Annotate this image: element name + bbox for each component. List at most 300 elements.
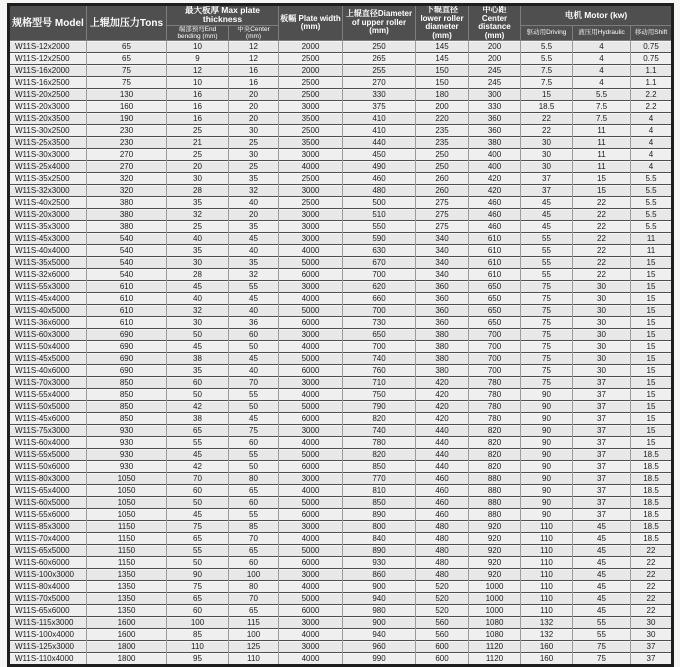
model-cell: W11S-35x3000	[9, 221, 87, 233]
value-cell: 650	[469, 305, 521, 317]
value-cell: 25	[229, 137, 279, 149]
value-cell: 30	[573, 329, 631, 341]
value-cell: 30	[573, 305, 631, 317]
table-row	[9, 245, 673, 257]
value-cell: 5.5	[631, 197, 673, 209]
value-cell: 4000	[279, 629, 343, 641]
value-cell: 11	[573, 161, 631, 173]
value-cell: 6000	[279, 557, 343, 569]
value-cell: 110	[521, 569, 573, 581]
header-motor-shift: 移动用Shift	[631, 25, 673, 40]
value-cell: 30	[521, 149, 573, 161]
value-cell: 260	[416, 185, 469, 197]
value-cell: 560	[416, 629, 469, 641]
table-row	[9, 185, 673, 197]
value-cell: 230	[87, 137, 167, 149]
value-cell: 780	[469, 377, 521, 389]
value-cell: 75	[521, 281, 573, 293]
model-cell: W11S-65x5000	[9, 545, 87, 557]
value-cell: 11	[573, 149, 631, 161]
model-cell: W11S-35x5000	[9, 257, 87, 269]
value-cell: 820	[343, 413, 416, 425]
value-cell: 320	[87, 185, 167, 197]
value-cell: 5000	[279, 257, 343, 269]
value-cell: 6000	[279, 461, 343, 473]
value-cell: 20	[167, 161, 229, 173]
header-lower-roller: 下辊直径 lower roller diameter (mm)	[416, 5, 469, 41]
value-cell: 6000	[279, 269, 343, 281]
value-cell: 50	[167, 389, 229, 401]
value-cell: 60	[229, 557, 279, 569]
value-cell: 690	[87, 353, 167, 365]
header-end-bending: 端部预弯End bending (mm)	[167, 25, 229, 40]
model-cell: W11S-40x6000	[9, 365, 87, 377]
value-cell: 45	[573, 605, 631, 617]
value-cell: 5.5	[521, 41, 573, 53]
value-cell: 75	[521, 293, 573, 305]
value-cell: 115	[229, 617, 279, 629]
value-cell: 15	[631, 365, 673, 377]
value-cell: 275	[416, 209, 469, 221]
value-cell: 145	[416, 41, 469, 53]
value-cell: 3000	[279, 521, 343, 533]
value-cell: 260	[416, 173, 469, 185]
value-cell: 12	[229, 53, 279, 65]
value-cell: 540	[87, 245, 167, 257]
value-cell: 400	[469, 161, 521, 173]
value-cell: 810	[343, 485, 416, 497]
table-row	[9, 221, 673, 233]
value-cell: 15	[631, 269, 673, 281]
value-cell: 420	[416, 413, 469, 425]
value-cell: 90	[521, 461, 573, 473]
value-cell: 40	[229, 197, 279, 209]
value-cell: 270	[87, 149, 167, 161]
value-cell: 4	[631, 137, 673, 149]
value-cell: 11	[631, 233, 673, 245]
value-cell: 500	[343, 197, 416, 209]
table-row	[9, 425, 673, 437]
value-cell: 30	[521, 161, 573, 173]
value-cell: 340	[416, 269, 469, 281]
value-cell: 850	[87, 389, 167, 401]
value-cell: 100	[229, 569, 279, 581]
table-row	[9, 329, 673, 341]
value-cell: 320	[87, 173, 167, 185]
model-cell: W11S-35x2500	[9, 173, 87, 185]
value-cell: 1150	[87, 533, 167, 545]
model-cell: W11S-75x3000	[9, 425, 87, 437]
value-cell: 380	[87, 209, 167, 221]
value-cell: 1800	[87, 641, 167, 653]
value-cell: 3000	[279, 221, 343, 233]
value-cell: 70	[229, 593, 279, 605]
model-cell: W11S-70x5000	[9, 593, 87, 605]
value-cell: 22	[573, 209, 631, 221]
value-cell: 700	[343, 305, 416, 317]
value-cell: 15	[573, 185, 631, 197]
value-cell: 4000	[279, 533, 343, 545]
value-cell: 16	[229, 65, 279, 77]
value-cell: 780	[343, 437, 416, 449]
value-cell: 1350	[87, 605, 167, 617]
value-cell: 15	[631, 413, 673, 425]
value-cell: 5.5	[631, 209, 673, 221]
value-cell: 880	[469, 509, 521, 521]
value-cell: 45	[167, 449, 229, 461]
value-cell: 420	[416, 389, 469, 401]
value-cell: 5.5	[631, 173, 673, 185]
value-cell: 65	[167, 533, 229, 545]
value-cell: 4000	[279, 485, 343, 497]
value-cell: 32	[229, 269, 279, 281]
model-cell: W11S-30x3000	[9, 149, 87, 161]
value-cell: 420	[416, 377, 469, 389]
value-cell: 300	[469, 89, 521, 101]
value-cell: 45	[167, 341, 229, 353]
value-cell: 1120	[469, 653, 521, 666]
value-cell: 75	[87, 77, 167, 89]
value-cell: 40	[229, 365, 279, 377]
value-cell: 670	[343, 257, 416, 269]
value-cell: 5000	[279, 305, 343, 317]
value-cell: 15	[573, 173, 631, 185]
table-row	[9, 41, 673, 53]
value-cell: 40	[167, 233, 229, 245]
value-cell: 28	[167, 185, 229, 197]
value-cell: 37	[631, 641, 673, 653]
value-cell: 90	[521, 401, 573, 413]
value-cell: 410	[343, 113, 416, 125]
value-cell: 45	[229, 233, 279, 245]
value-cell: 37	[521, 173, 573, 185]
value-cell: 7.5	[521, 65, 573, 77]
value-cell: 360	[416, 281, 469, 293]
value-cell: 65	[167, 593, 229, 605]
value-cell: 540	[87, 233, 167, 245]
value-cell: 3000	[279, 101, 343, 113]
model-cell: W11S-80x3000	[9, 473, 87, 485]
table-row	[9, 113, 673, 125]
value-cell: 30	[167, 257, 229, 269]
value-cell: 2500	[279, 197, 343, 209]
value-cell: 5.5	[521, 53, 573, 65]
value-cell: 132	[521, 617, 573, 629]
value-cell: 780	[469, 389, 521, 401]
value-cell: 690	[87, 365, 167, 377]
value-cell: 360	[469, 113, 521, 125]
model-cell: W11S-60x4000	[9, 437, 87, 449]
value-cell: 380	[87, 221, 167, 233]
value-cell: 4	[573, 53, 631, 65]
value-cell: 95	[167, 653, 229, 666]
value-cell: 880	[469, 497, 521, 509]
value-cell: 700	[469, 365, 521, 377]
model-cell: W11S-16x2500	[9, 77, 87, 89]
table-row	[9, 365, 673, 377]
value-cell: 700	[469, 341, 521, 353]
value-cell: 5.5	[631, 221, 673, 233]
value-cell: 3000	[279, 473, 343, 485]
header-pressure: 上辊加压力Tons	[87, 5, 167, 41]
value-cell: 200	[469, 41, 521, 53]
model-cell: W11S-50x4000	[9, 341, 87, 353]
value-cell: 37	[573, 413, 631, 425]
value-cell: 820	[469, 425, 521, 437]
header-model: 规格型号 Model	[9, 5, 87, 41]
value-cell: 2000	[279, 41, 343, 53]
value-cell: 850	[87, 401, 167, 413]
value-cell: 850	[343, 461, 416, 473]
value-cell: 65	[87, 41, 167, 53]
value-cell: 380	[416, 341, 469, 353]
value-cell: 45	[573, 569, 631, 581]
value-cell: 930	[87, 437, 167, 449]
value-cell: 90	[521, 389, 573, 401]
value-cell: 610	[87, 293, 167, 305]
value-cell: 590	[343, 233, 416, 245]
value-cell: 45	[573, 545, 631, 557]
value-cell: 3000	[279, 233, 343, 245]
value-cell: 55	[167, 437, 229, 449]
value-cell: 650	[469, 281, 521, 293]
value-cell: 100	[167, 617, 229, 629]
table-row	[9, 437, 673, 449]
model-cell: W11S-55x3000	[9, 281, 87, 293]
value-cell: 7.5	[521, 77, 573, 89]
value-cell: 22	[573, 245, 631, 257]
value-cell: 850	[87, 413, 167, 425]
value-cell: 37	[573, 449, 631, 461]
value-cell: 4	[631, 149, 673, 161]
value-cell: 65	[167, 425, 229, 437]
value-cell: 30	[573, 293, 631, 305]
model-cell: W11S-45x3000	[9, 233, 87, 245]
value-cell: 360	[416, 305, 469, 317]
value-cell: 50	[229, 401, 279, 413]
value-cell: 22	[631, 605, 673, 617]
value-cell: 340	[416, 257, 469, 269]
value-cell: 75	[521, 365, 573, 377]
model-cell: W11S-110x4000	[9, 653, 87, 666]
value-cell: 460	[416, 473, 469, 485]
model-cell: W11S-32x6000	[9, 269, 87, 281]
value-cell: 3500	[279, 113, 343, 125]
model-cell: W11S-25x3500	[9, 137, 87, 149]
value-cell: 3000	[279, 617, 343, 629]
value-cell: 45	[229, 293, 279, 305]
value-cell: 60	[229, 497, 279, 509]
value-cell: 55	[521, 257, 573, 269]
value-cell: 45	[573, 581, 631, 593]
value-cell: 90	[521, 425, 573, 437]
value-cell: 22	[573, 257, 631, 269]
value-cell: 420	[416, 401, 469, 413]
value-cell: 110	[521, 557, 573, 569]
value-cell: 820	[469, 449, 521, 461]
value-cell: 75	[521, 317, 573, 329]
table-row	[9, 161, 673, 173]
table-body	[9, 41, 673, 666]
value-cell: 22	[573, 269, 631, 281]
value-cell: 770	[343, 473, 416, 485]
value-cell: 440	[343, 137, 416, 149]
value-cell: 32	[167, 305, 229, 317]
header-center: 中央Center (mm)	[229, 25, 279, 40]
value-cell: 12	[167, 65, 229, 77]
value-cell: 660	[343, 293, 416, 305]
model-cell: W11S-25x4000	[9, 161, 87, 173]
value-cell: 75	[573, 641, 631, 653]
value-cell: 45	[521, 197, 573, 209]
value-cell: 45	[229, 353, 279, 365]
table-row	[9, 629, 673, 641]
value-cell: 4	[631, 125, 673, 137]
value-cell: 930	[87, 425, 167, 437]
value-cell: 55	[229, 281, 279, 293]
value-cell: 110	[167, 641, 229, 653]
value-cell: 6000	[279, 317, 343, 329]
header-motor-driving: 驱动用Driving	[521, 25, 573, 40]
value-cell: 930	[87, 461, 167, 473]
value-cell: 100	[229, 629, 279, 641]
value-cell: 1150	[87, 521, 167, 533]
value-cell: 5000	[279, 497, 343, 509]
value-cell: 550	[343, 221, 416, 233]
value-cell: 60	[167, 605, 229, 617]
value-cell: 55	[521, 233, 573, 245]
value-cell: 25	[167, 125, 229, 137]
value-cell: 16	[167, 113, 229, 125]
value-cell: 7.5	[573, 101, 631, 113]
value-cell: 4000	[279, 581, 343, 593]
value-cell: 650	[469, 293, 521, 305]
value-cell: 480	[416, 569, 469, 581]
value-cell: 610	[469, 245, 521, 257]
table-row	[9, 149, 673, 161]
value-cell: 40	[229, 245, 279, 257]
model-cell: W11S-50x6000	[9, 461, 87, 473]
value-cell: 110	[229, 653, 279, 666]
table-row	[9, 485, 673, 497]
table-row	[9, 317, 673, 329]
value-cell: 11	[631, 245, 673, 257]
value-cell: 15	[631, 353, 673, 365]
value-cell: 4	[573, 77, 631, 89]
value-cell: 45	[573, 557, 631, 569]
model-cell: W11S-50x5000	[9, 401, 87, 413]
value-cell: 5000	[279, 593, 343, 605]
value-cell: 1050	[87, 473, 167, 485]
value-cell: 125	[229, 641, 279, 653]
table-row	[9, 125, 673, 137]
table-row	[9, 593, 673, 605]
value-cell: 30	[631, 629, 673, 641]
value-cell: 820	[469, 461, 521, 473]
value-cell: 380	[87, 197, 167, 209]
value-cell: 55	[521, 245, 573, 257]
value-cell: 55	[521, 269, 573, 281]
value-cell: 90	[521, 437, 573, 449]
value-cell: 90	[521, 413, 573, 425]
spec-table	[7, 3, 674, 667]
value-cell: 5000	[279, 401, 343, 413]
value-cell: 440	[416, 437, 469, 449]
value-cell: 540	[87, 269, 167, 281]
value-cell: 245	[469, 77, 521, 89]
table-row	[9, 53, 673, 65]
value-cell: 18.5	[631, 485, 673, 497]
value-cell: 55	[167, 545, 229, 557]
value-cell: 880	[469, 473, 521, 485]
value-cell: 110	[521, 581, 573, 593]
value-cell: 37	[521, 185, 573, 197]
value-cell: 4	[631, 113, 673, 125]
value-cell: 560	[416, 617, 469, 629]
value-cell: 235	[416, 137, 469, 149]
value-cell: 710	[343, 377, 416, 389]
model-cell: W11S-45x6000	[9, 413, 87, 425]
value-cell: 360	[416, 293, 469, 305]
model-cell: W11S-100x4000	[9, 629, 87, 641]
value-cell: 0.75	[631, 53, 673, 65]
header-motor: 电机 Motor (kw)	[521, 5, 673, 26]
table-row	[9, 401, 673, 413]
model-cell: W11S-60x5000	[9, 497, 87, 509]
table-row	[9, 533, 673, 545]
value-cell: 410	[343, 125, 416, 137]
value-cell: 55	[229, 449, 279, 461]
value-cell: 130	[87, 89, 167, 101]
value-cell: 20	[229, 101, 279, 113]
table-row	[9, 509, 673, 521]
header-plate-width: 板幅 Plate width (mm)	[279, 5, 343, 41]
value-cell: 37	[573, 377, 631, 389]
value-cell: 15	[631, 425, 673, 437]
table-row	[9, 233, 673, 245]
value-cell: 480	[416, 521, 469, 533]
value-cell: 920	[469, 557, 521, 569]
value-cell: 3000	[279, 329, 343, 341]
value-cell: 920	[469, 533, 521, 545]
value-cell: 25	[167, 149, 229, 161]
value-cell: 37	[573, 473, 631, 485]
value-cell: 480	[416, 545, 469, 557]
value-cell: 6000	[279, 605, 343, 617]
table-row	[9, 209, 673, 221]
value-cell: 30	[521, 137, 573, 149]
value-cell: 150	[416, 77, 469, 89]
value-cell: 40	[167, 293, 229, 305]
value-cell: 900	[343, 581, 416, 593]
value-cell: 18.5	[631, 461, 673, 473]
value-cell: 16	[229, 77, 279, 89]
value-cell: 30	[167, 173, 229, 185]
value-cell: 35	[167, 245, 229, 257]
value-cell: 75	[229, 425, 279, 437]
value-cell: 110	[521, 533, 573, 545]
value-cell: 110	[521, 521, 573, 533]
value-cell: 940	[343, 593, 416, 605]
value-cell: 1150	[87, 557, 167, 569]
value-cell: 75	[521, 305, 573, 317]
value-cell: 11	[573, 125, 631, 137]
model-cell: W11S-32x3000	[9, 185, 87, 197]
value-cell: 380	[416, 365, 469, 377]
model-cell: W11S-55x5000	[9, 449, 87, 461]
value-cell: 450	[343, 149, 416, 161]
value-cell: 38	[167, 353, 229, 365]
